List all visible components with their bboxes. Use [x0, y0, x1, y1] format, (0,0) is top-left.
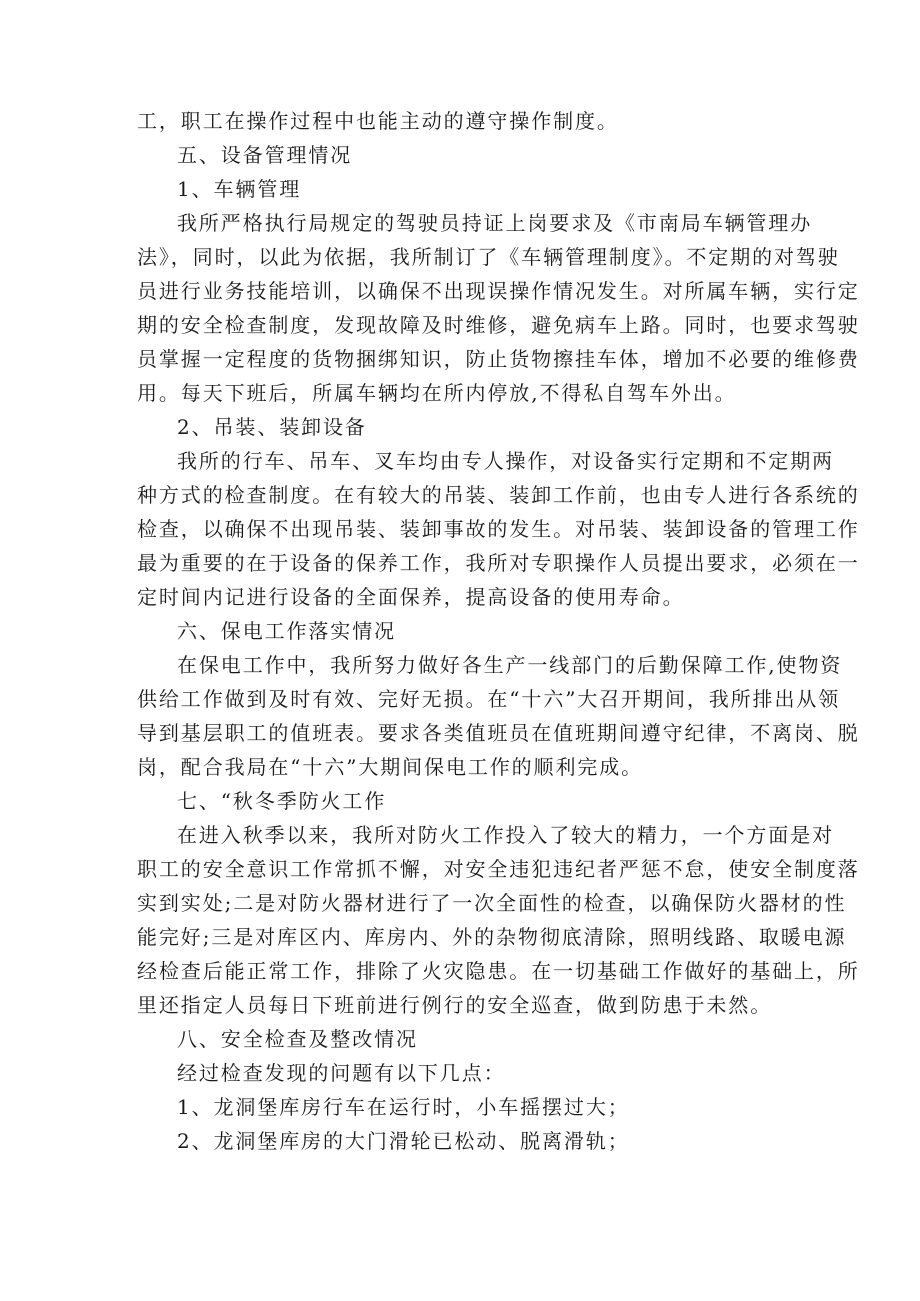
paragraph-line: 定时间内记进行设备的全面保养，提高设备的使用寿命。 [137, 585, 685, 609]
paragraph-line: 供给工作做到及时有效、完好无损。在“十六”大召开期间，我所排出从领 [137, 687, 841, 711]
paragraph-line: 员掌握一定程度的货物捆绑知识，防止货物擦挂车体，增加不必要的维修费 [137, 347, 860, 371]
paragraph-line: 我所的行车、吊车、叉车均由专人操作，对设备实行定期和不定期两 [177, 449, 834, 473]
list-item: 2、龙洞堡库房的大门滑轮已松动、脱离滑轨； [177, 1129, 630, 1153]
subheading-vehicle-management: 1、车辆管理 [177, 177, 302, 201]
paragraph-line: 我所严格执行局规定的驾驶员持证上岗要求及《市南局车辆管理办 [177, 211, 813, 235]
paragraph-line: 实到实处;二是对防火器材进行了一次全面性的检查，以确保防火器材的性 [137, 891, 847, 915]
paragraph-line: 用。每天下班后，所属车辆均在所内停放,不得私自驾车外出。 [137, 381, 737, 405]
paragraph-line: 职工的安全意识工作常抓不懈，对安全违犯违纪者严惩不怠，使安全制度落 [137, 857, 860, 881]
paragraph-line: 最为重要的在于设备的保养工作，我所对专职操作人员提出要求，必须在一 [137, 551, 860, 575]
list-item: 1、龙洞堡库房行车在运行时，小车摇摆过大； [177, 1095, 630, 1119]
paragraph-line: 种方式的检查制度。在有较大的吊装、装卸工作前，也由专人进行各系统的 [137, 483, 860, 507]
section-heading-7: 七、“秋冬季防火工作 [177, 789, 387, 813]
paragraph-continuation: 工，职工在操作过程中也能主动的遵守操作制度。 [137, 109, 619, 133]
paragraph-line: 法》，同时，以此为依据，我所制订了《车辆管理制度》。不定期的对驾驶 [137, 245, 840, 269]
paragraph-line: 经过检查发现的问题有以下几点： [177, 1061, 506, 1085]
paragraph-line: 里还指定人员每日下班前进行例行的安全巡查，做到防患于未然。 [137, 993, 773, 1017]
paragraph-line: 岗，配合我局在“十六”大期间保电工作的顺利完成。 [137, 755, 644, 779]
section-heading-5: 五、设备管理情况 [177, 143, 353, 167]
paragraph-line: 经检查后能正常工作，排除了火灾隐患。在一切基础工作做好的基础上，所 [137, 959, 860, 983]
paragraph-line: 检查，以确保不出现吊装、装卸事故的发生。对吊装、装卸设备的管理工作 [137, 517, 860, 541]
paragraph-line: 导到基层职工的值班表。要求各类值班员在值班期间遵守纪律，不离岗、脱 [137, 721, 860, 745]
paragraph-line: 能完好;三是对库区内、库房内、外的杂物彻底清除，照明线路、取暖电源 [137, 925, 847, 949]
subheading-lifting-equipment: 2、吊装、装卸设备 [177, 415, 367, 439]
document-page [137, 104, 860, 1158]
paragraph-line: 员进行业务技能培训，以确保不出现误操作情况发生。对所属车辆，实行定 [137, 279, 860, 303]
paragraph-line: 在进入秋季以来，我所对防火工作投入了较大的精力，一个方面是对 [177, 823, 834, 847]
section-heading-8: 八、安全检查及整改情况 [177, 1027, 418, 1051]
paragraph-line: 期的安全检查制度，发现故障及时维修，避免病车上路。同时，也要求驾驶 [137, 313, 860, 337]
section-heading-6: 六、保电工作落实情况 [177, 619, 396, 643]
paragraph-line: 在保电工作中，我所努力做好各生产一线部门的后勤保障工作,使物资 [177, 653, 843, 677]
